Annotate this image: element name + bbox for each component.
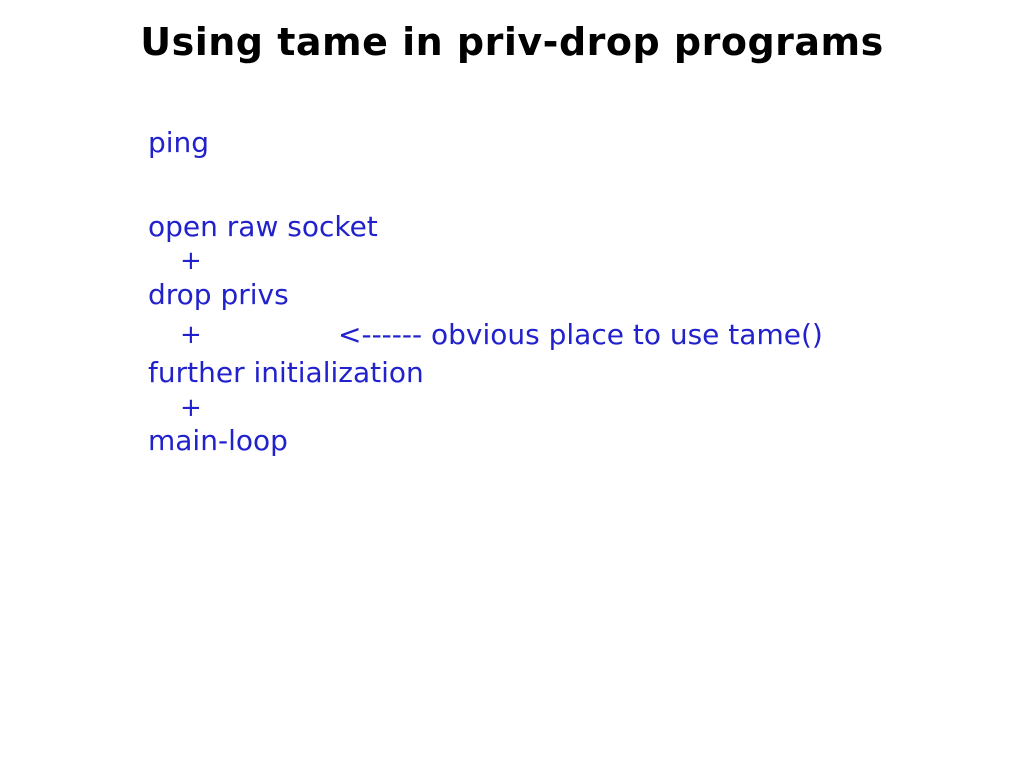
flow-step-open-raw-socket: open raw socket xyxy=(148,210,378,243)
flow-step-further-initialization: further initialization xyxy=(148,356,424,389)
flow-annotation-row xyxy=(148,318,888,354)
flow-connector-plus-2: + xyxy=(180,320,202,350)
tame-arrow-annotation: <------ obvious place to use tame() xyxy=(338,318,823,351)
flow-step-main-loop: main-loop xyxy=(148,424,288,457)
flow-step-drop-privs: drop privs xyxy=(148,278,289,311)
flow-program-name: ping xyxy=(148,126,210,159)
flow-connector-plus-1: + xyxy=(180,246,202,276)
flow-connector-plus-3: + xyxy=(180,393,202,423)
slide-title: Using tame in priv-drop programs xyxy=(140,20,884,64)
